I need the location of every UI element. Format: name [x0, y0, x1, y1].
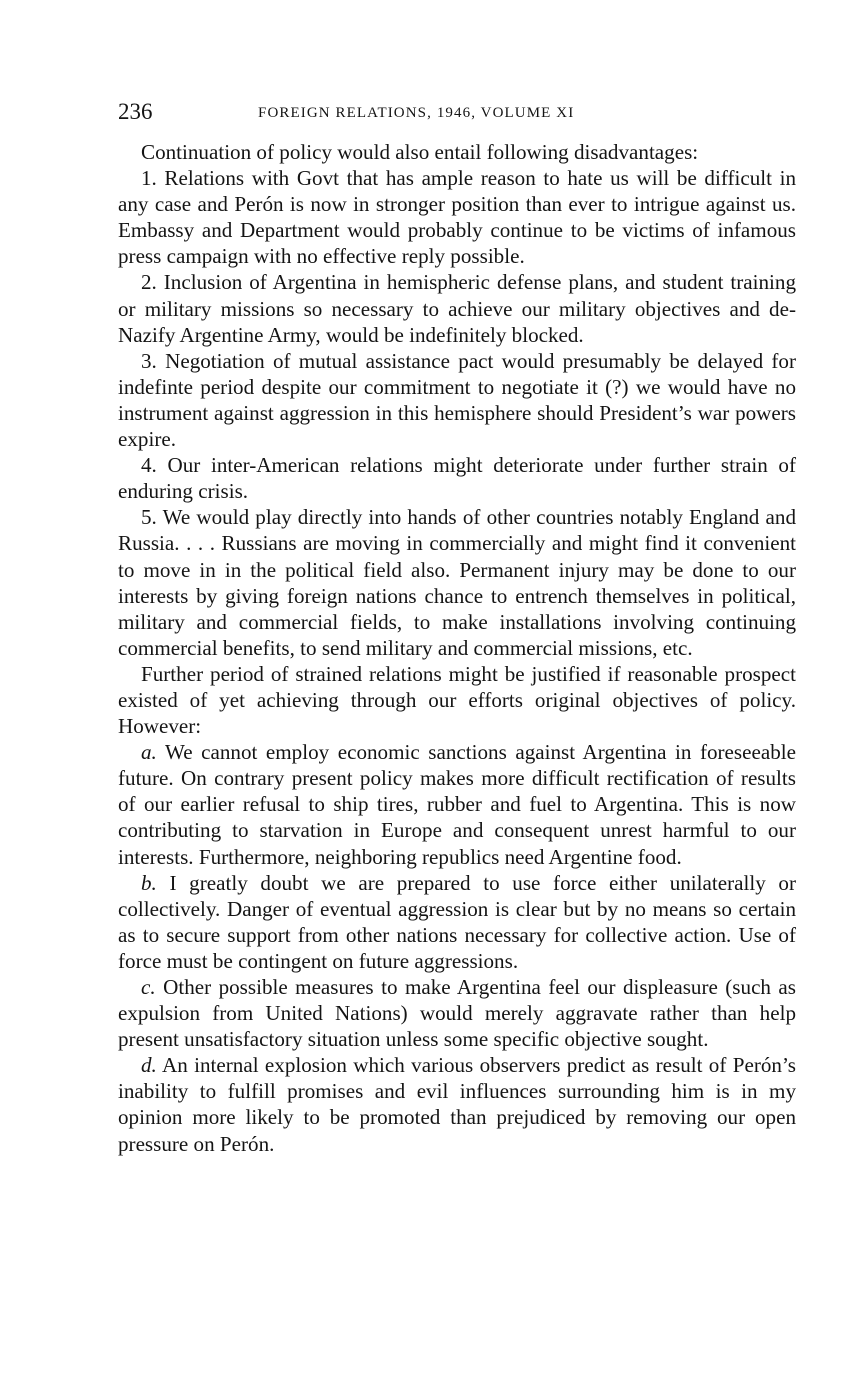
- paragraph: [118, 348, 796, 452]
- paragraph-text: 1. Relations with Govt that has ample reason to hate us will be difficult in any case and Perón is now in stronger position than ever to intrigue against us. Embassy and Department would probably continue to be victims of infamous press campaign with no effective reply possible.: [118, 166, 796, 269]
- paragraph: [118, 870, 796, 974]
- paragraph-text: Continuation of policy would also entail following disadvantages:: [141, 140, 699, 164]
- paragraph: [118, 661, 796, 739]
- paragraph-text: 2. Inclusion of Argentina in hemispheric defense plans, and student training or military missions so necessary to achieve our military objectives and de-Nazify Argentine Army, would be indefinitely blocked.: [118, 270, 796, 347]
- paragraph: [118, 504, 796, 661]
- paragraph-text: Other possible measures to make Argentina feel our displeasure (such as expulsion from United Nations) would merely aggravate rather than help present unsatisfactory situation unless some specific objective sought.: [118, 975, 796, 1052]
- paragraph: [118, 165, 796, 269]
- paragraph-mark: c.: [141, 975, 156, 999]
- paragraph: [118, 139, 796, 165]
- paragraph: [118, 974, 796, 1052]
- paragraph-text: I greatly doubt we are prepared to use force either unilaterally or collectively. Danger of eventual aggression is clear but by no means so certain as to secure support from other nations necessary for collective action. Use of force must be contingent on future aggressions.: [118, 870, 796, 973]
- paragraph-text: We cannot employ economic sanctions against Argentina in foreseeable future. On contrary present policy makes more difficult rectification of results of our earlier refusal to ship tires, rubber and fuel to Argentina. This is now contributing to starvation in Europe and consequent unrest harmful to our interests. Furthermore, neighboring republics need Argentine food.: [118, 740, 796, 869]
- paragraph-text: 3. Negotiation of mutual assistance pact would presumably be delayed for indefinte period despite our commitment to negotiate it (?) we would have no instrument against aggression in this hemisphere should President’s war powers expire.: [118, 348, 796, 452]
- paragraph: [118, 269, 796, 347]
- paragraph: [118, 739, 796, 869]
- paragraph-mark: a.: [141, 740, 157, 765]
- page-header: [118, 94, 796, 130]
- paragraph-mark: b.: [141, 870, 157, 895]
- paragraph: [118, 1052, 796, 1156]
- paragraph-mark: d.: [141, 1053, 157, 1078]
- paragraph-text: 4. Our inter-American relations might deteriorate under further strain of enduring crisis.: [118, 453, 796, 504]
- page-number: 236: [118, 99, 153, 124]
- running-head: FOREIGN RELATIONS, 1946, VOLUME XI: [258, 105, 575, 121]
- document-body: [118, 139, 796, 1157]
- paragraph-text: An internal explosion which various observers predict as result of Perón’s inability to fulfill promises and evil influences surrounding him is in my opinion more likely to be promoted than prejudiced by removing our open pressure on Perón.: [118, 1053, 797, 1156]
- document-page: [118, 94, 796, 1157]
- paragraph-text: 5. We would play directly into hands of other countries notably England and Russia. . . . Russians are moving in commercially and might find it convenient to move in in the political field also. Permanent injury may be done to our interests by giving foreign nations chance to entrench themselves in political, military and commercial fields, to make installations involving continuing commercial benefits, to send military and commercial missions, etc.: [118, 505, 796, 660]
- paragraph-text: Further period of strained relations might be justified if reasonable prospect existed of yet achieving through our efforts original objectives of policy. However:: [118, 661, 796, 739]
- paragraph: [118, 452, 796, 504]
